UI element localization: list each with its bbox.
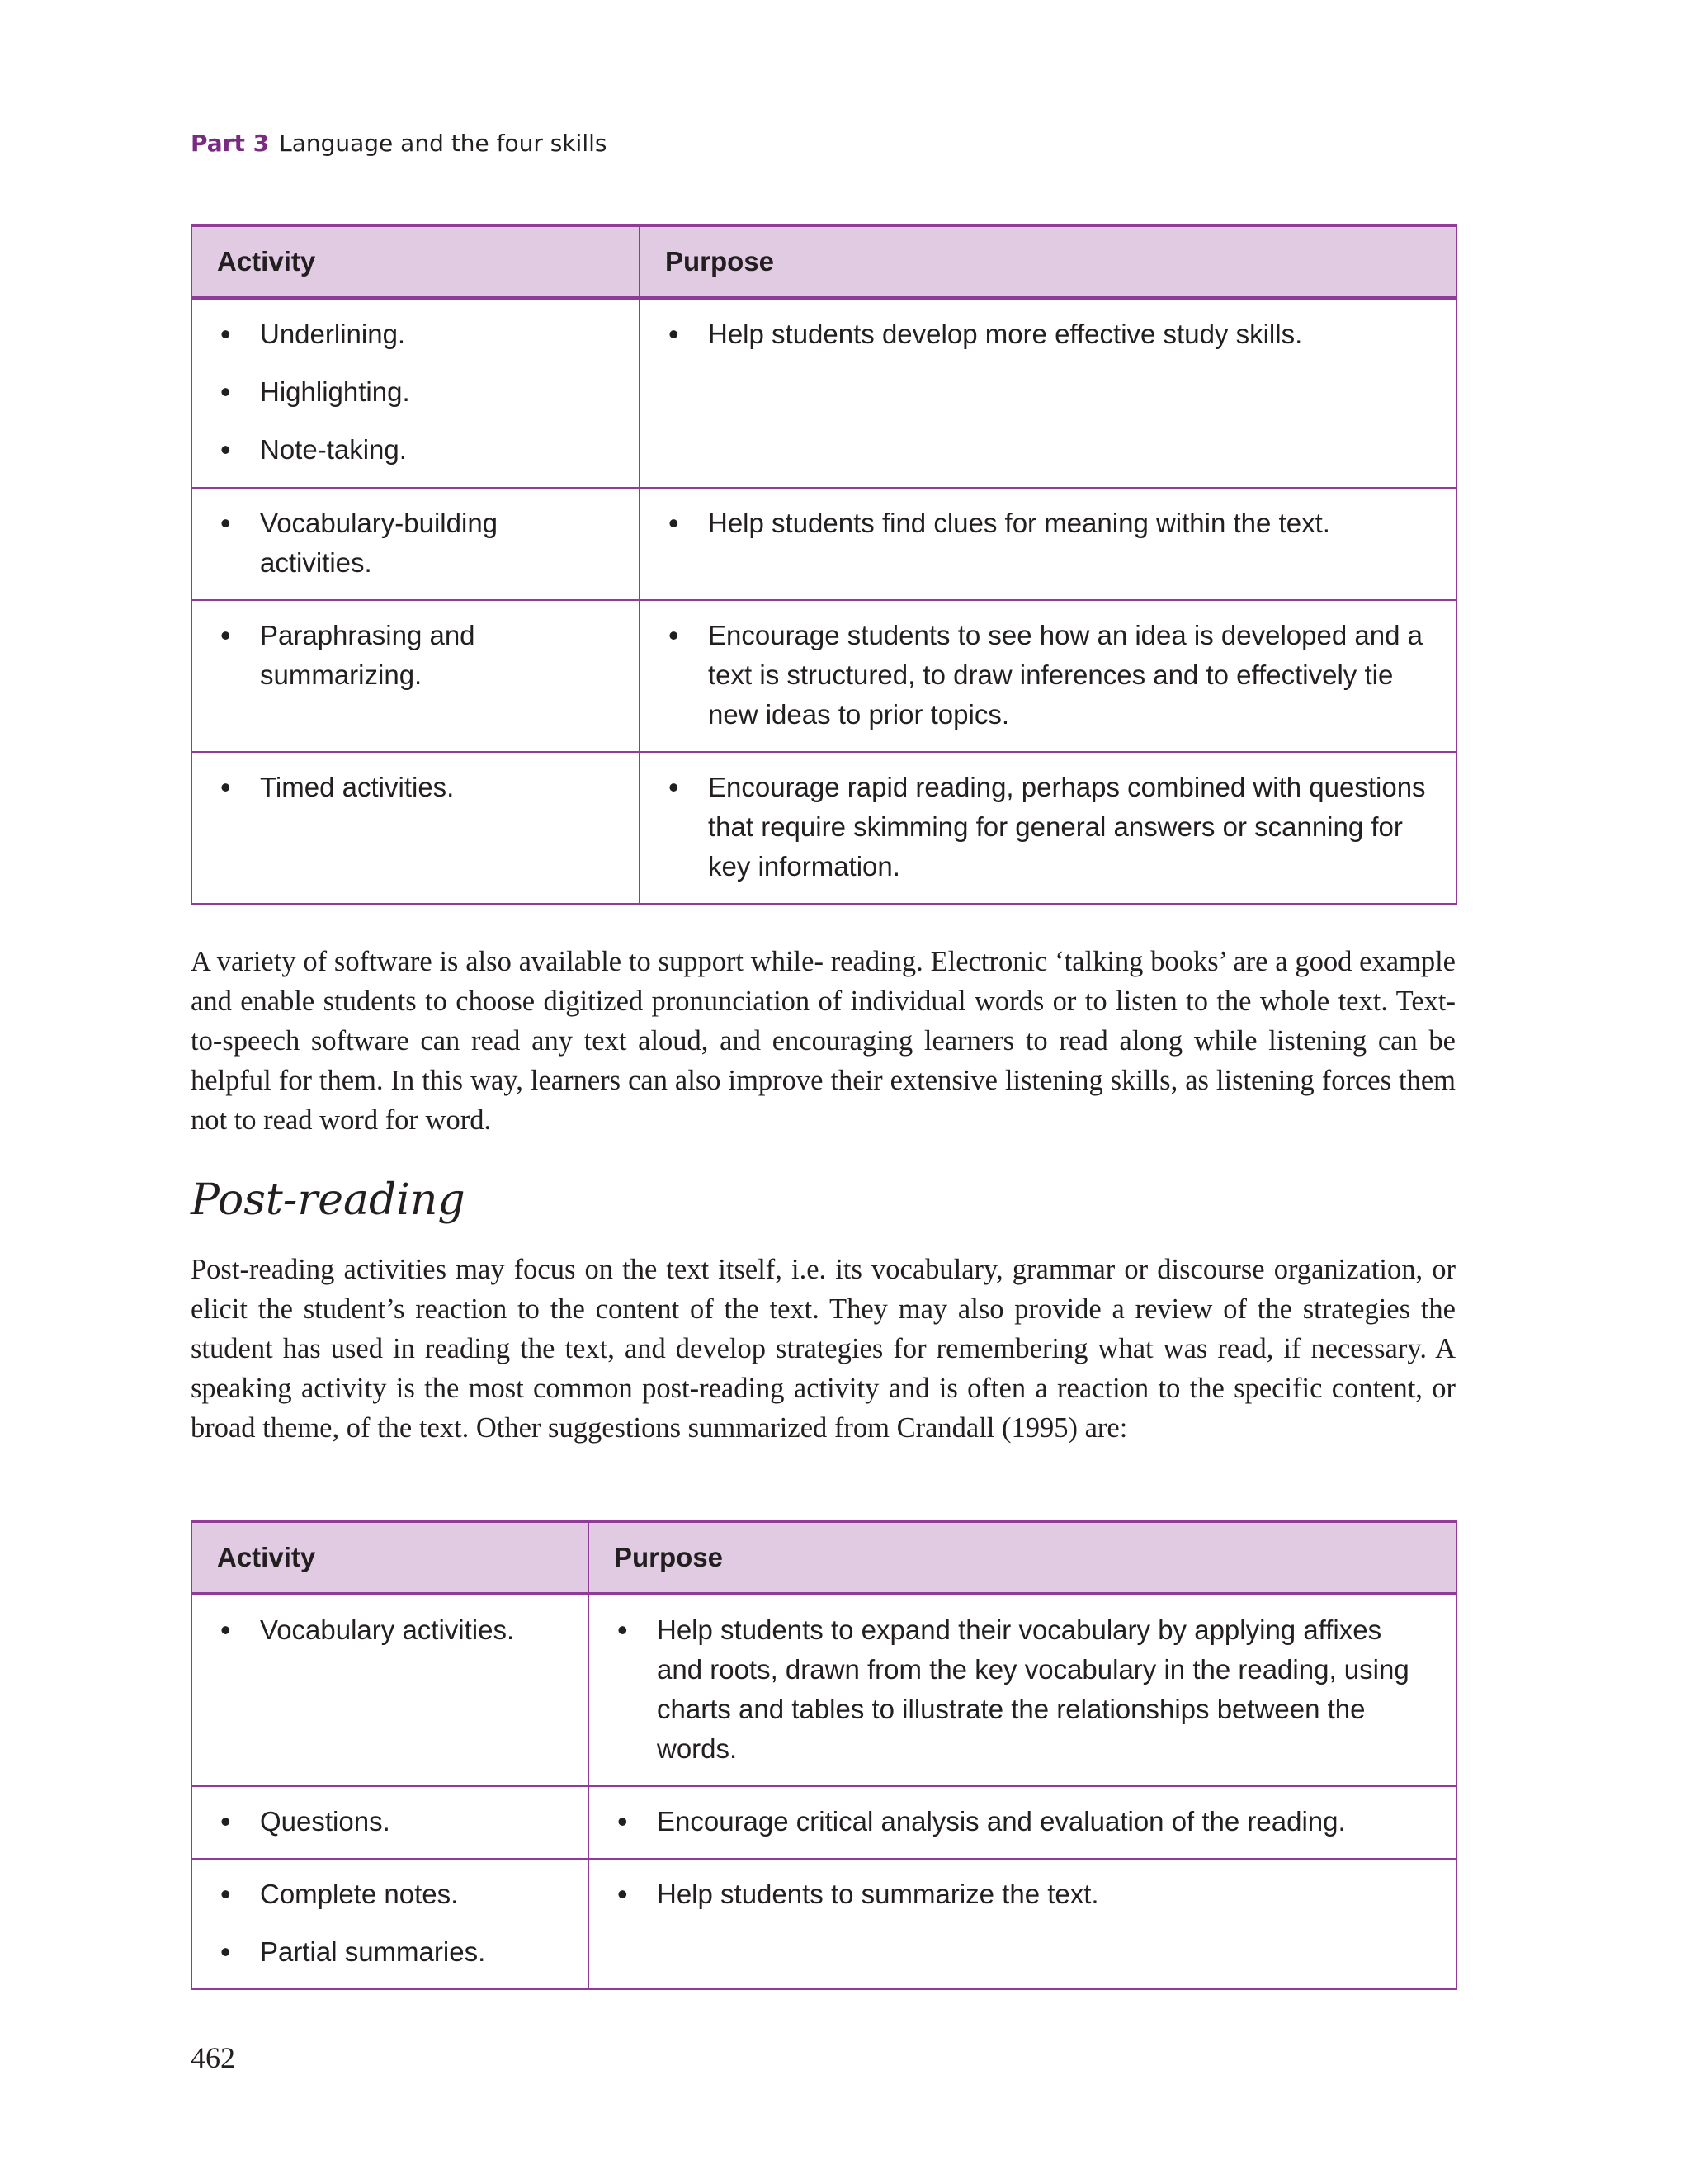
section-heading: Post-reading: [191, 1175, 465, 1225]
activity-cell: [191, 600, 640, 752]
list-item: • Encourage students to see how an idea is developed and a text is structured, to draw inferences and to effectively tie new ideas to prior topics.: [665, 616, 1431, 735]
activity-cell: [191, 752, 640, 904]
list-item: • Partial summaries.: [217, 1932, 563, 1972]
purpose-cell: [588, 1786, 1456, 1859]
running-head: [191, 130, 607, 157]
activity-cell: [191, 1594, 588, 1786]
body-paragraph-post-reading: Post-reading activities may focus on the text itself, i.e. its vocabulary, grammar or discourse organization, or elicit the student’s reaction to the content of the text. They may also provide a review of the strategies the student has used in reading the text, and develop strategies for remembering what was read, if necessary. A speaking activity is the most common post-reading activity and is often a reaction to the specific content, or broad theme, of the text. Other suggestions summarized from Crandall (1995) are:: [191, 1254, 1456, 1444]
purpose-cell: [640, 752, 1456, 904]
activity-cell: [191, 1859, 588, 1989]
list-item: • Underlining.: [217, 314, 614, 354]
list-item: • Encourage critical analysis and evaluation of the reading.: [614, 1802, 1431, 1841]
table-header-purpose: Purpose: [588, 1521, 1456, 1594]
list-item: • Questions.: [217, 1802, 563, 1841]
purpose-cell: [640, 488, 1456, 600]
list-item: • Help students find clues for meaning within the text.: [665, 503, 1431, 543]
table-header-activity: Activity: [191, 1521, 588, 1594]
table-header-activity: Activity: [191, 225, 640, 298]
part-title: Language and the four skills: [279, 130, 607, 157]
part-label: Part 3: [191, 130, 270, 157]
table-header-purpose: Purpose: [640, 225, 1456, 298]
table-row: [191, 1594, 1456, 1786]
list-item: • Vocabulary activities.: [217, 1610, 563, 1650]
list-item: • Help students to expand their vocabulary by applying affixes and roots, drawn from the key vocabulary in the reading, using charts and tables to illustrate the relationships between the words.: [614, 1610, 1431, 1769]
table-row: [191, 488, 1456, 600]
list-item: • Note-taking.: [217, 430, 614, 470]
activity-cell: [191, 298, 640, 488]
list-item: • Vocabulary-building activities.: [217, 503, 614, 583]
activity-cell: [191, 1786, 588, 1859]
list-item: • Highlighting.: [217, 372, 614, 412]
activity-table-post-reading: [191, 1520, 1457, 1990]
purpose-cell: [588, 1594, 1456, 1786]
list-item: • Help students develop more effective study skills.: [665, 314, 1431, 354]
list-item: • Encourage rapid reading, perhaps combined with questions that require skimming for general answers or scanning for key information.: [665, 768, 1431, 886]
page-number: 462: [191, 2041, 235, 2074]
purpose-cell: [640, 600, 1456, 752]
table-row: [191, 600, 1456, 752]
table-row: [191, 1786, 1456, 1859]
table-row: [191, 1859, 1456, 1989]
list-item: • Timed activities.: [217, 768, 614, 807]
purpose-cell: [588, 1859, 1456, 1989]
table-row: [191, 298, 1456, 488]
activity-table-while-reading: [191, 224, 1457, 905]
table-row: [191, 752, 1456, 904]
list-item: • Help students to summarize the text.: [614, 1874, 1431, 1914]
purpose-cell: [640, 298, 1456, 488]
list-item: • Complete notes.: [217, 1874, 563, 1914]
activity-cell: [191, 488, 640, 600]
list-item: • Paraphrasing and summarizing.: [217, 616, 614, 695]
body-paragraph-software: A variety of software is also available to support while- reading. Electronic ‘talking books’ are a good example and enable students to choose digitized pronunciation of individual words or to listen to the whole text. Text-to-speech software can read any text aloud, and encouraging learners to read along while listening can be helpful for them. In this way, learners can also improve their extensive listening skills, as listening forces them not to read word for word.: [191, 946, 1456, 1136]
